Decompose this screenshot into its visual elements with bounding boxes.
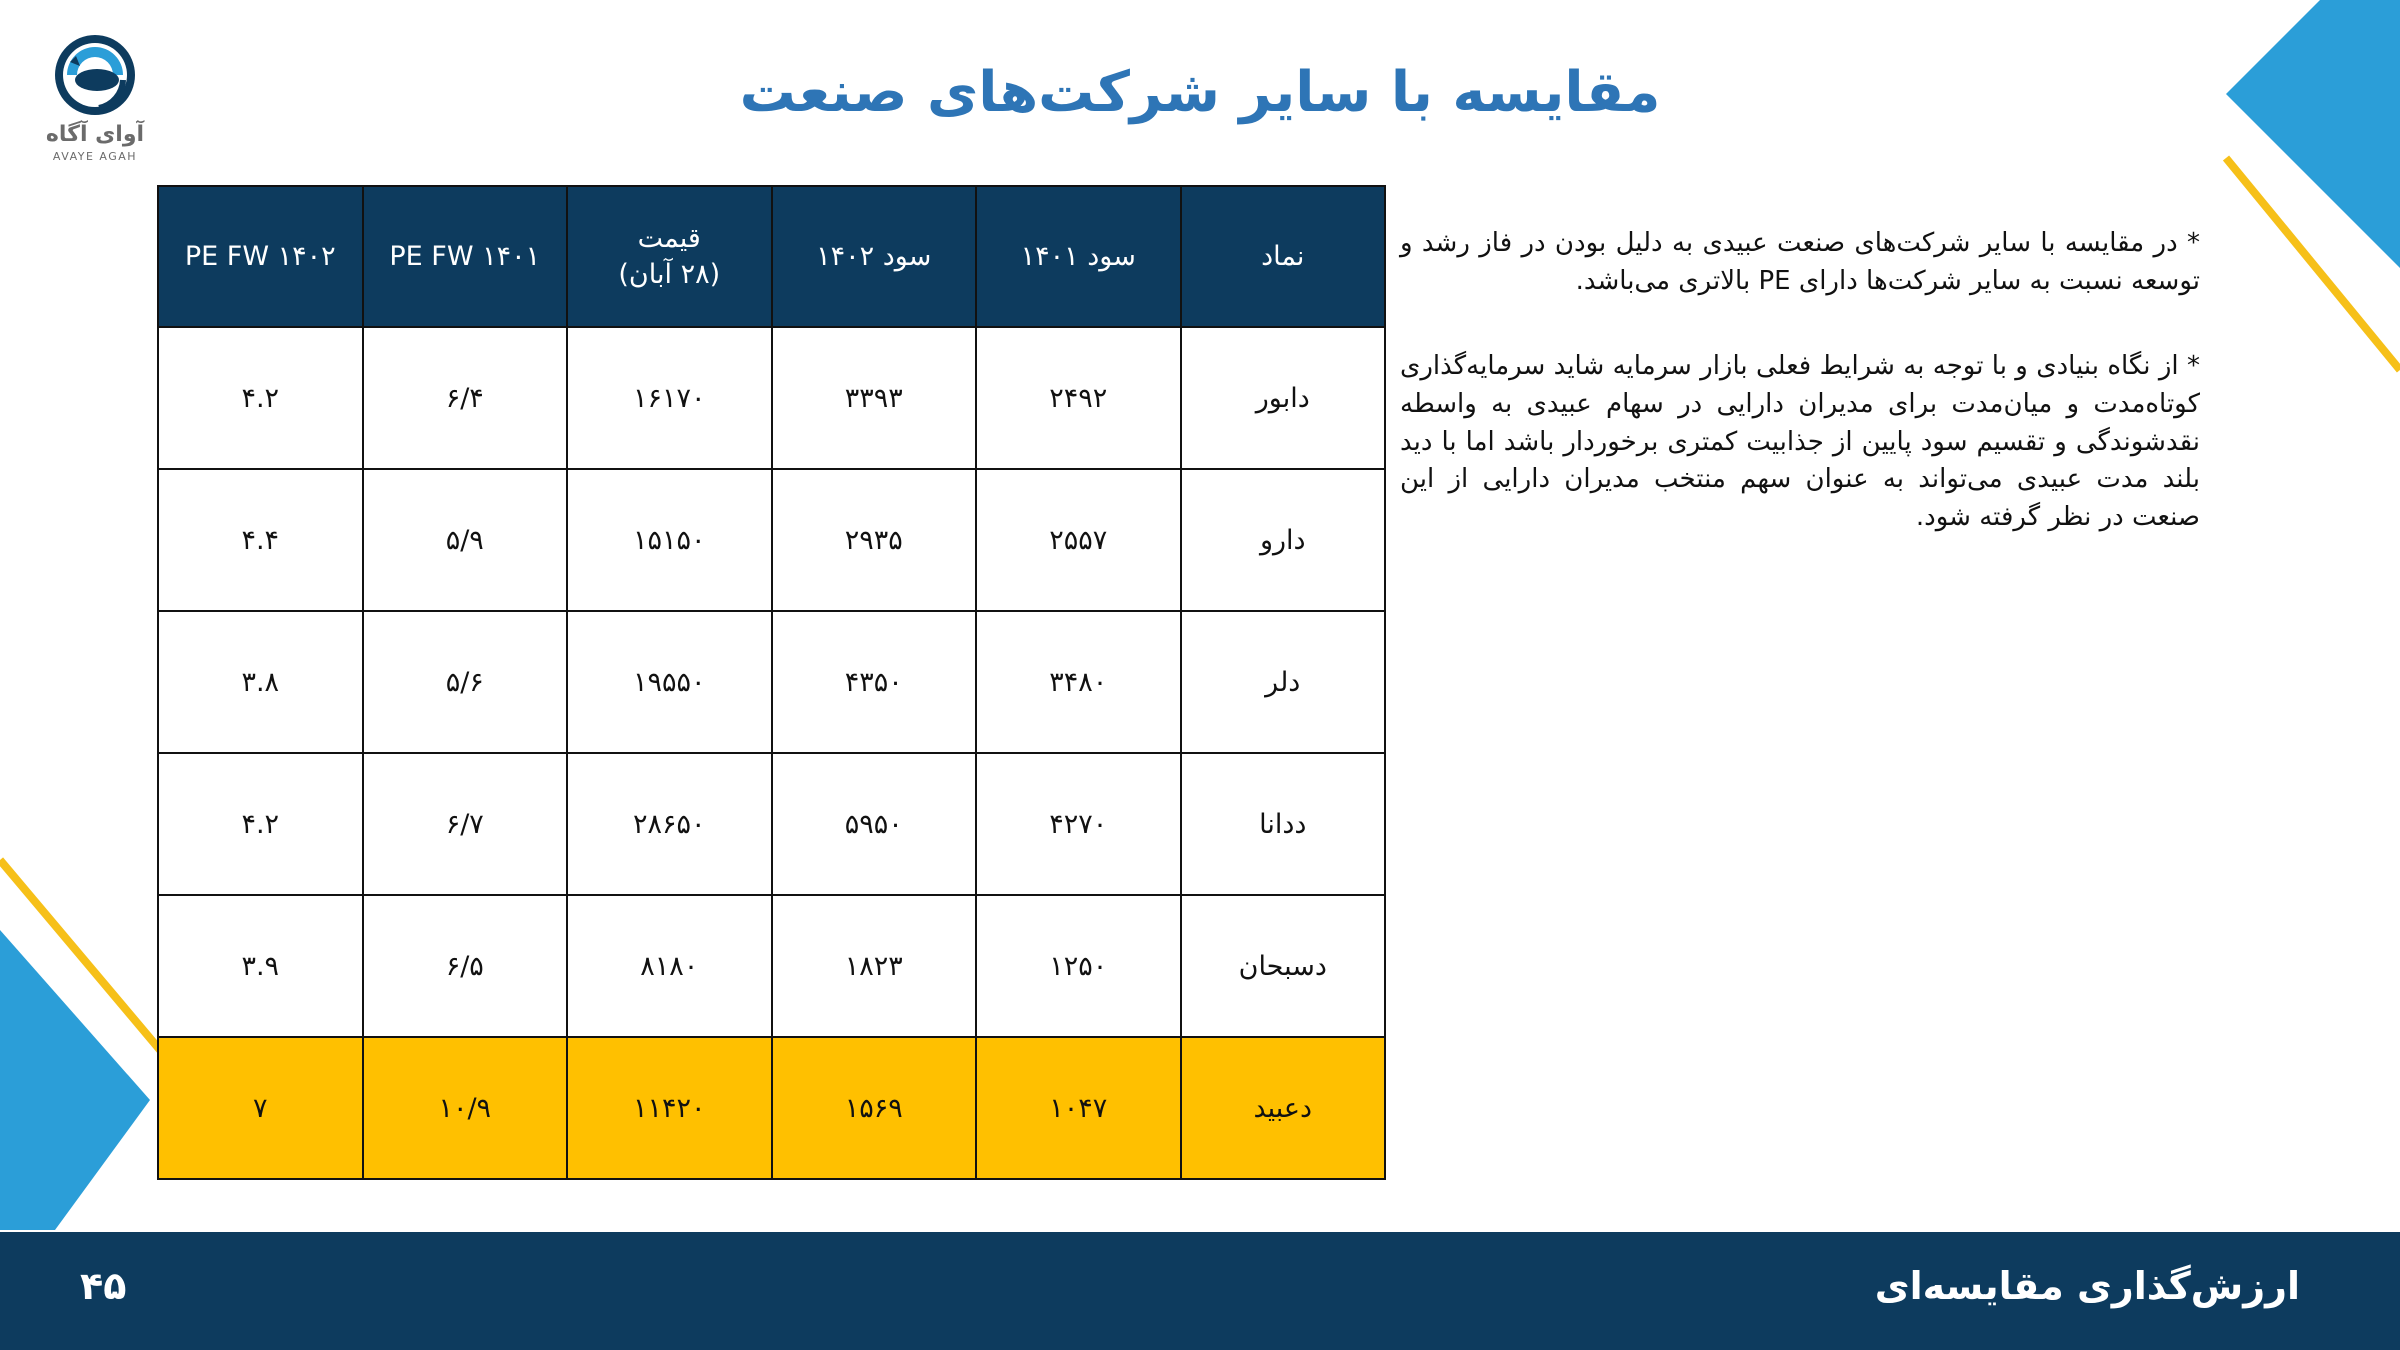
cell-symbol: دارو — [1181, 469, 1386, 611]
cell-price: ۸۱۸۰ — [567, 895, 772, 1037]
cell-pe-fw-1401: ۶/۵ — [363, 895, 568, 1037]
table-row — [158, 611, 1385, 753]
cell-price: ۱۶۱۷۰ — [567, 327, 772, 469]
logo-name-fa: آوای آگاه — [45, 122, 145, 147]
page-number: ۴۵ — [80, 1264, 127, 1308]
cell-pe-fw-1402: ۴.۴ — [158, 469, 363, 611]
cell-pe-fw-1402: ۴.۲ — [158, 753, 363, 895]
cell-pe-fw-1401: ۶/۷ — [363, 753, 568, 895]
cell-symbol: دلر — [1181, 611, 1386, 753]
cell-profit-1402: ۳۳۹۳ — [772, 327, 977, 469]
notes-panel — [1400, 225, 2200, 585]
cell-symbol: ددانا — [1181, 753, 1386, 895]
cell-pe-fw-1402: ۳.۸ — [158, 611, 363, 753]
note-paragraph: * از نگاه بنیادی و با توجه به شرایط فعلی بازار سرمایه شاید سرمایه‌گذاری کوتاه‌مدت و میان‌مدت برای مدیران دارایی در سهام عبیدی به واسطه نقدشوندگی و تقسیم سود پایین از جذابیت کمتری برخوردار باشد اما با دید بلند مدت عبیدی می‌تواند به عنوان سهم منتخب مدیران دارایی از این صنعت در نظر گرفته شود. — [1400, 351, 2200, 533]
table-row-highlighted — [158, 1037, 1385, 1179]
section-title: ارزش‌گذاری مقایسه‌ای — [1874, 1264, 2300, 1308]
cell-pe-fw-1402: ۷ — [158, 1037, 363, 1179]
header-symbol: نماد — [1181, 186, 1386, 327]
comparison-table — [157, 185, 1386, 1180]
cell-profit-1402: ۱۸۲۳ — [772, 895, 977, 1037]
cell-price: ۲۸۶۵۰ — [567, 753, 772, 895]
cell-profit-1402: ۲۹۳۵ — [772, 469, 977, 611]
table-row — [158, 895, 1385, 1037]
page-title: مقایسه با سایر شرکت‌های صنعت — [739, 60, 1661, 125]
cell-profit-1402: ۴۳۵۰ — [772, 611, 977, 753]
cell-price: ۱۵۱۵۰ — [567, 469, 772, 611]
header-profit-1402: سود ۱۴۰۲ — [772, 186, 977, 327]
bottom-left-decoration — [0, 850, 170, 1240]
cell-pe-fw-1401: ۶/۴ — [363, 327, 568, 469]
cell-symbol: دعبید — [1181, 1037, 1386, 1179]
cell-profit-1401: ۱۲۵۰ — [976, 895, 1181, 1037]
footer-bar — [0, 1232, 2400, 1350]
cell-pe-fw-1401: ۵/۶ — [363, 611, 568, 753]
header-price: قیمت (۲۸ آبان) — [567, 186, 772, 327]
cell-pe-fw-1402: ۴.۲ — [158, 327, 363, 469]
cell-profit-1402: ۵۹۵۰ — [772, 753, 977, 895]
cell-profit-1401: ۲۵۵۷ — [976, 469, 1181, 611]
cell-profit-1401: ۳۴۸۰ — [976, 611, 1181, 753]
cell-profit-1401: ۲۴۹۲ — [976, 327, 1181, 469]
cell-price: ۱۱۴۲۰ — [567, 1037, 772, 1179]
table-row — [158, 469, 1385, 611]
table-header-row — [158, 186, 1385, 327]
cell-profit-1401: ۱۰۴۷ — [976, 1037, 1181, 1179]
cell-pe-fw-1401: ۵/۹ — [363, 469, 568, 611]
cell-pe-fw-1402: ۳.۹ — [158, 895, 363, 1037]
cell-profit-1402: ۱۵۶۹ — [772, 1037, 977, 1179]
cell-price: ۱۹۵۵۰ — [567, 611, 772, 753]
cell-profit-1401: ۴۲۷۰ — [976, 753, 1181, 895]
note-paragraph: * در مقایسه با سایر شرکت‌های صنعت عبیدی به دلیل بودن در فاز رشد و توسعه نسبت به سایر شرکت‌ها دارای PE بالاتری می‌باشد. — [1400, 228, 2200, 296]
header-pe-fw-1402: PE FW ۱۴۰۲ — [158, 186, 363, 327]
logo-name-en: AVAYE AGAH — [52, 150, 138, 163]
cell-symbol: دابور — [1181, 327, 1386, 469]
cell-pe-fw-1401: ۱۰/۹ — [363, 1037, 568, 1179]
cell-symbol: دسبحان — [1181, 895, 1386, 1037]
table-row — [158, 327, 1385, 469]
header-pe-fw-1401: PE FW ۱۴۰۱ — [363, 186, 568, 327]
header-profit-1401: سود ۱۴۰۱ — [976, 186, 1181, 327]
table-row — [158, 753, 1385, 895]
